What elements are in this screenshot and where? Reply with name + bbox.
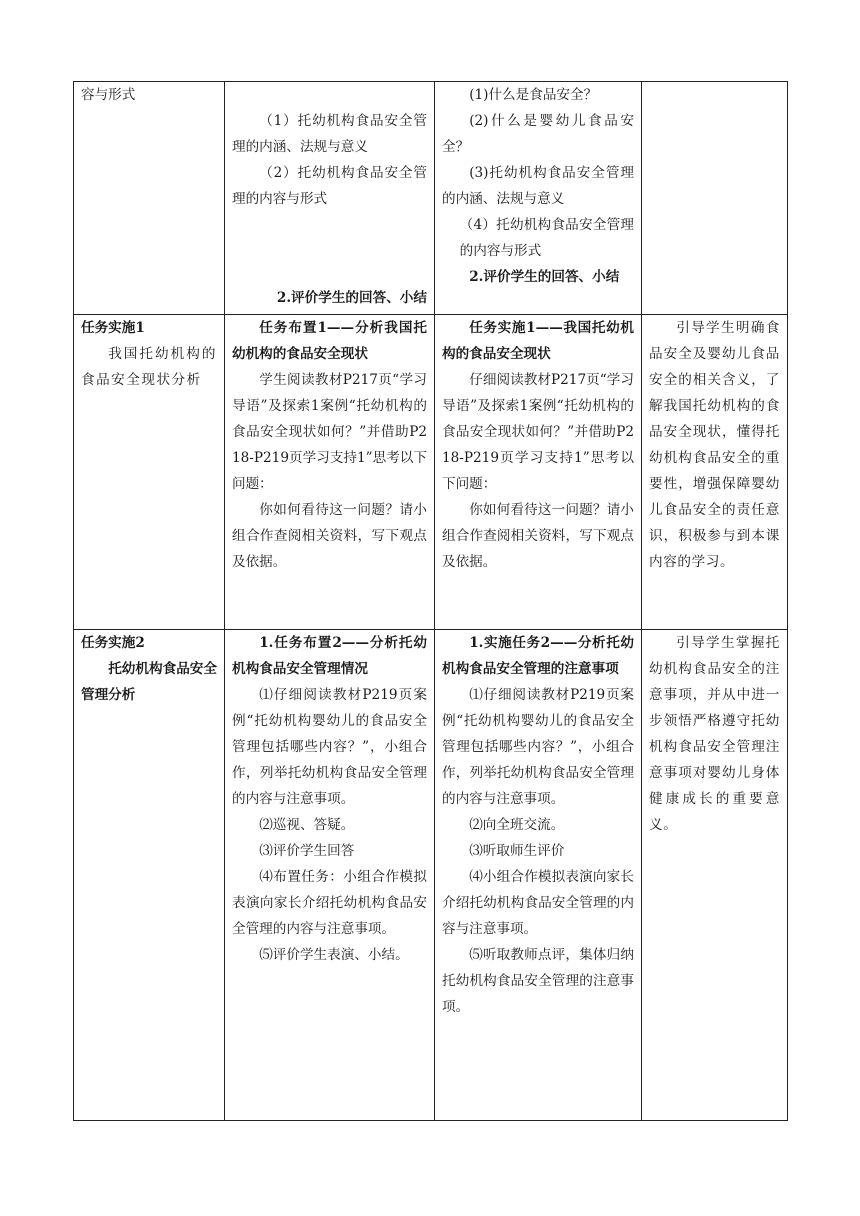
teacher-item: ⑵巡视、答疑。 [259, 817, 355, 833]
student-summary: 2.评价学生的回答、小结 [469, 269, 620, 285]
teacher-activity-cell [225, 82, 435, 315]
student-task-title: 任务实施1——我国托幼机构的食品安全现状 [442, 320, 634, 362]
teacher-item: ⑸评价学生表演、小结。 [259, 947, 409, 963]
stage-text: 容与形式 [81, 87, 136, 103]
stage-title: 任务实施2 [81, 635, 145, 651]
teacher-item: ⑴仔细阅读教材P219页案例“托幼机构婴幼儿的食品安全管理包括哪些内容？”，小组合作，列举托幼机构食品安全管理的内容与注意事项。 [232, 687, 427, 807]
design-intent-cell [642, 82, 788, 315]
student-item: (1)什么是食品安全？ [469, 87, 598, 103]
teacher-item: ⑶评价学生回答 [259, 843, 355, 859]
student-task-title: 1.实施任务2——分析托幼机构食品安全管理的注意事项 [442, 635, 634, 677]
teacher-summary: 2.评价学生的回答、小结 [276, 290, 427, 306]
design-intent-text: 引导学生明确食品安全及婴幼儿食品安全的相关含义，了解我国托幼机构的食品安全现状，懂得托幼机构食品安全的重要性，增强保障婴幼儿食品安全的责任意识，积极参与到本课内容的学习。 [649, 320, 780, 570]
lesson-plan-table [73, 81, 788, 1121]
teacher-activity-cell [225, 630, 435, 1121]
table-row [74, 630, 788, 1121]
design-intent-text: 引导学生掌握托幼机构食品安全的注意事项，并从中进一步领悟严格遵守托幼机构食品安全管理注意事项对婴幼儿身体健康成长的重要意义。 [649, 635, 780, 833]
student-item: 仔细阅读教材P217页“学习导语”及探索1案例“托幼机构的食品安全现状如何？”并借助P218-P219页学习支持1”思考以下问题： [442, 372, 634, 492]
student-activity-cell [435, 82, 642, 315]
table-row [74, 82, 788, 315]
teacher-item: （1）托幼机构食品安全管理的内涵、法规与意义 [232, 113, 427, 155]
student-item: 你如何看待这一问题？请小组合作查阅相关资料，写下观点及依据。 [442, 502, 634, 570]
design-intent-cell [642, 315, 788, 630]
stage-subtitle: 我国托幼机构的食品安全现状分析 [81, 346, 217, 388]
student-item: ⑷小组合作模拟表演向家长介绍托幼机构食品安全管理的内容与注意事项。 [442, 869, 634, 937]
teacher-task-title: 任务布置1——分析我国托幼机构的食品安全现状 [232, 320, 427, 362]
design-intent-cell [642, 630, 788, 1121]
stage-title: 任务实施1 [81, 320, 145, 336]
stage-cell [74, 630, 225, 1121]
stage-subtitle: 托幼机构食品安全管理分析 [81, 661, 217, 703]
stage-cell [74, 82, 225, 315]
teacher-item: 你如何看待这一问题？请小组合作查阅相关资料，写下观点及依据。 [232, 502, 427, 570]
student-item: ⑶听取师生评价 [469, 843, 565, 859]
teacher-item: ⑷布置任务：小组合作模拟表演向家长介绍托幼机构食品安全管理的内容与注意事项。 [232, 869, 427, 937]
student-activity-cell [435, 630, 642, 1121]
student-item: (2)什么是婴幼儿食品安全？ [442, 113, 634, 155]
student-item: ⑸听取教师点评，集体归纳托幼机构食品安全管理的注意事项。 [442, 947, 634, 1015]
student-item: (3)托幼机构食品安全管理的内涵、法规与意义 [442, 165, 634, 207]
student-activity-cell [435, 315, 642, 630]
teacher-item: 学生阅读教材P217页“学习导语”及探索1案例“托幼机构的食品安全现状如何？”并借助P218-P219页学习支持1”思考以下问题： [232, 372, 427, 492]
teacher-item: （2）托幼机构食品安全管理的内容与形式 [232, 165, 427, 207]
student-item: （4）托幼机构食品安全管理的内容与形式 [459, 217, 634, 259]
table-row [74, 315, 788, 630]
student-item: ⑴仔细阅读教材P219页案例“托幼机构婴幼儿的食品安全管理包括哪些内容？”，小组合作，列举托幼机构食品安全管理的内容与注意事项。 [442, 687, 634, 807]
teacher-activity-cell [225, 315, 435, 630]
teacher-task-title: 1.任务布置2——分析托幼机构食品安全管理情况 [232, 635, 427, 677]
stage-cell [74, 315, 225, 630]
student-item: ⑵向全班交流。 [469, 817, 565, 833]
